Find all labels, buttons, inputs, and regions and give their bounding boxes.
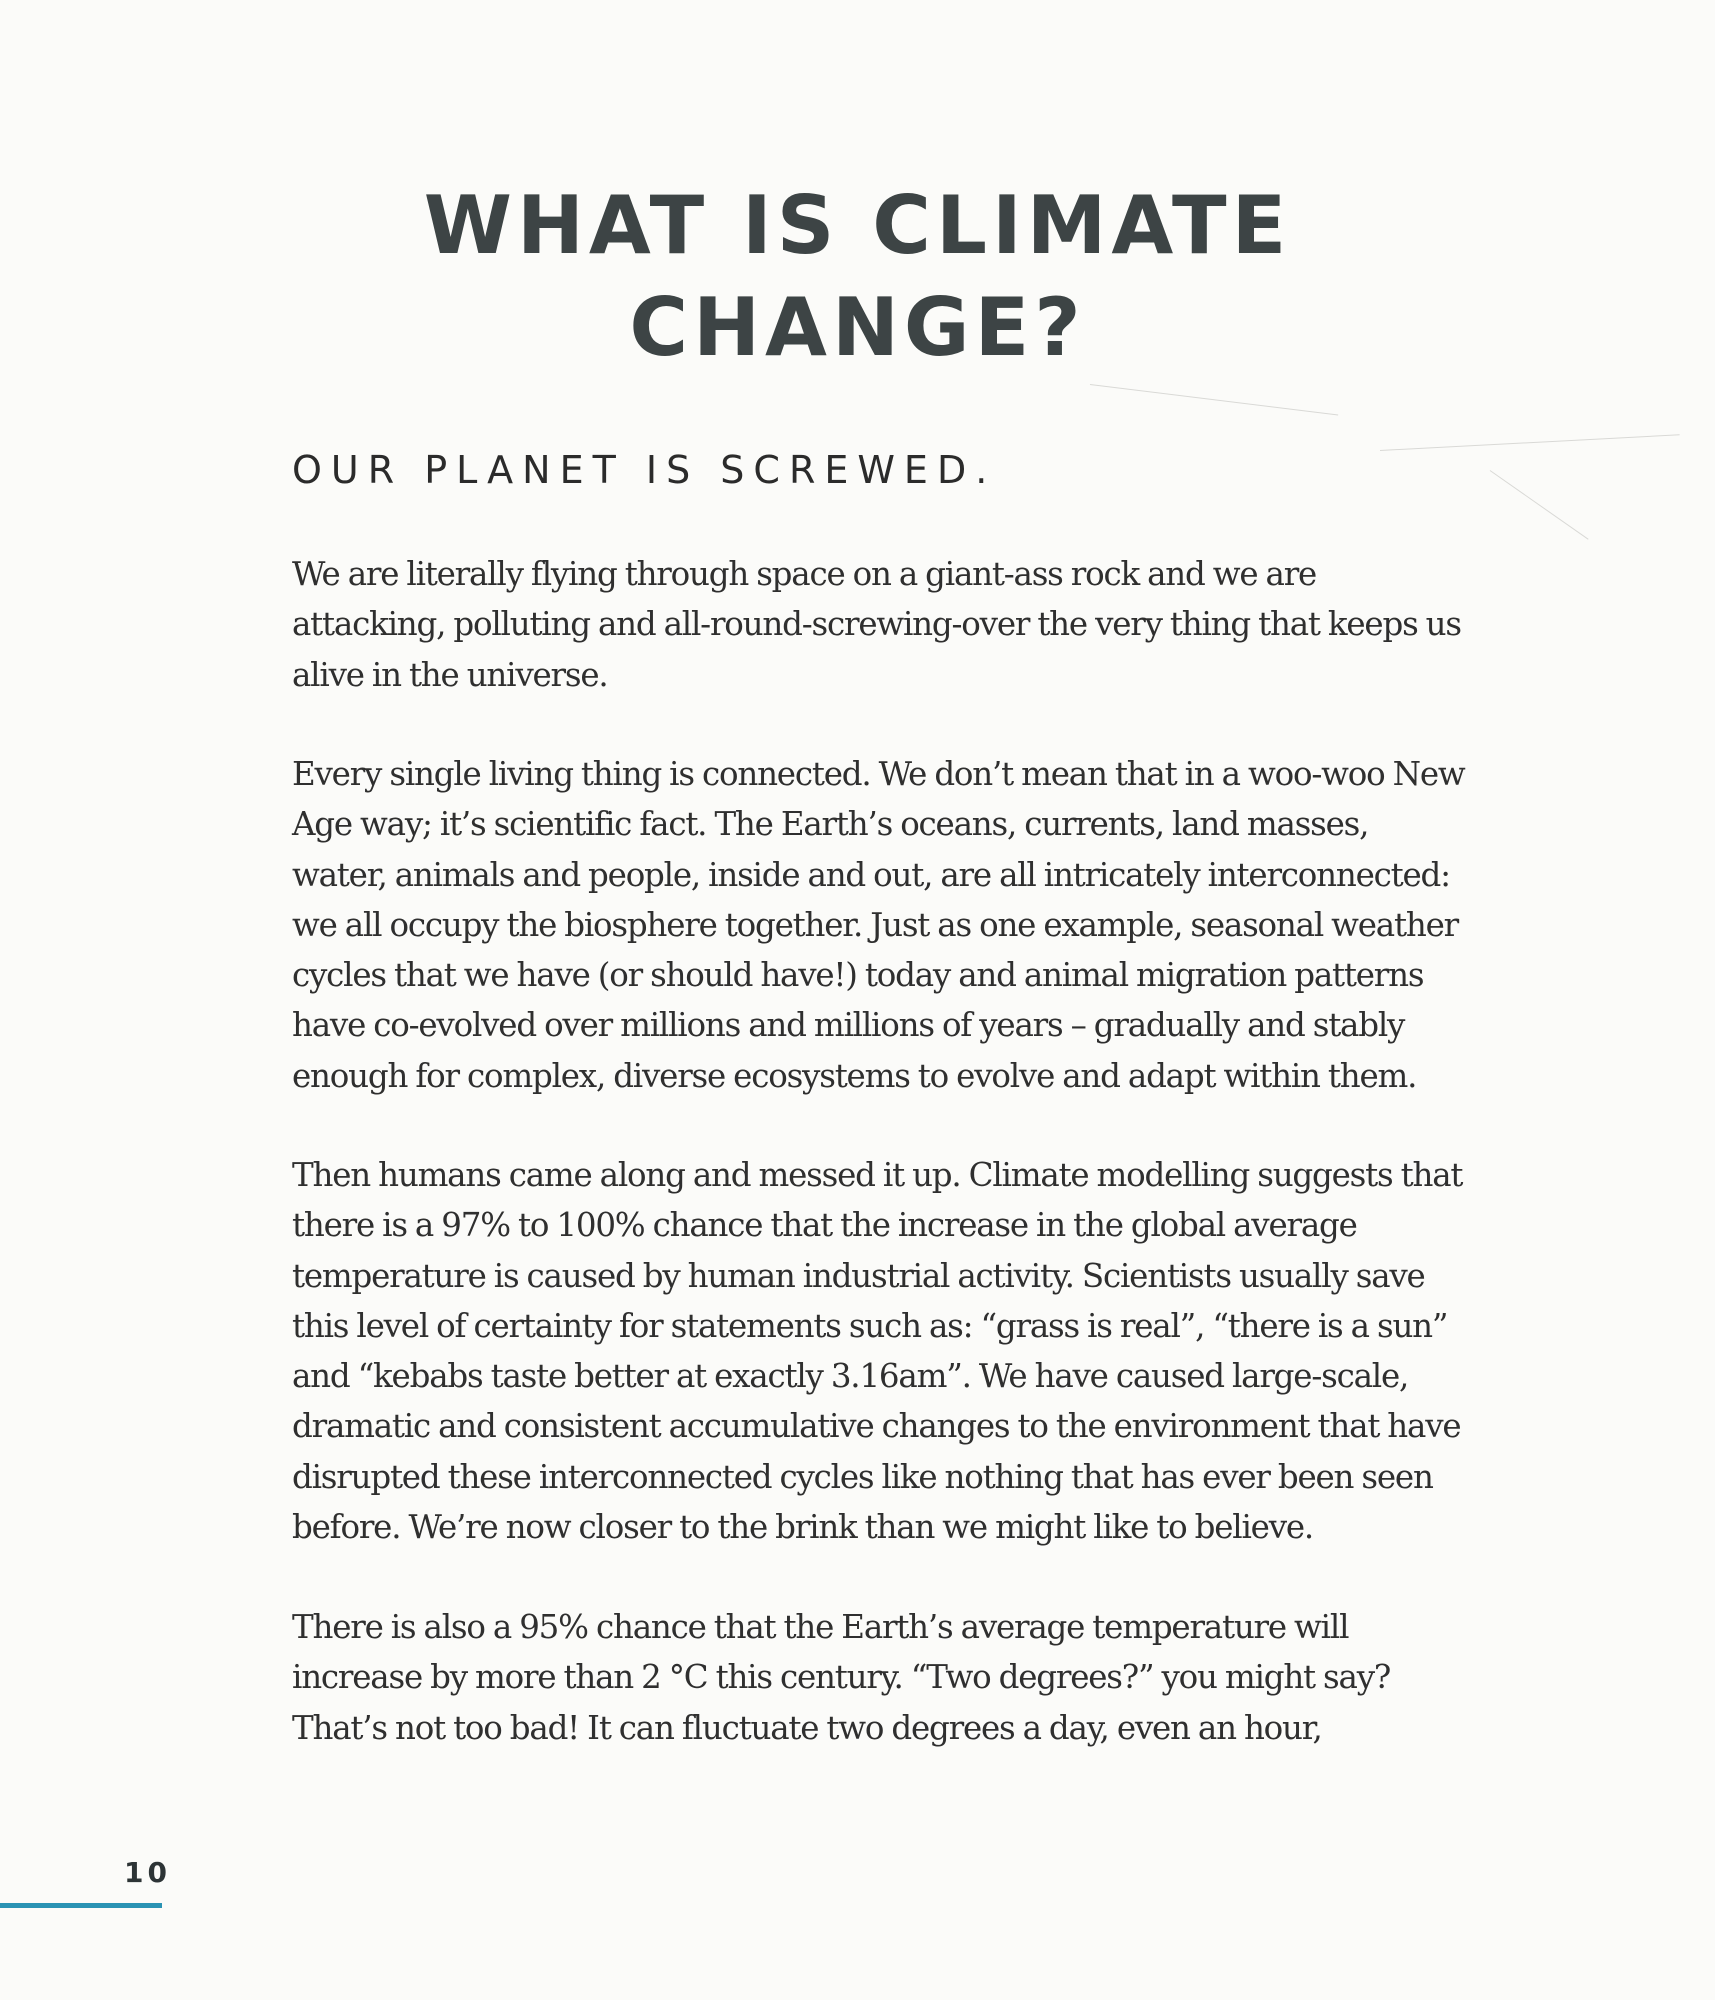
- body-paragraph: There is also a 95% chance that the Earth’s average temperature will increase by more than 2 °C this century. “Two degrees?” you might say? That’s not too bad! It can fluctuate two degrees a day, even an hour,: [292, 1608, 1391, 1747]
- scan-artifact: [1380, 434, 1680, 451]
- page-number: 10: [124, 1856, 171, 1889]
- scan-artifact: [1490, 470, 1589, 540]
- scan-artifact: [1090, 384, 1338, 415]
- body-paragraph: We are literally flying through space on a giant-ass rock and we are attacking, polluting and all-round-screwing-over the very thing that keeps us alive in the universe.: [292, 555, 1461, 694]
- body-paragraph: Then humans came along and messed it up. Climate modelling suggests that there is a 97% to 100% chance that the increase in the global average temperature is caused by human industrial activity. Scientists usually save this level of certainty for statements such as: “grass is real”, “there is a sun” and “kebabs taste better at exactly 3.16am”. We have caused large-scale, dramatic and consistent accumulative changes to the environment that have disrupted these interconnected cycles like nothing that has ever been seen before. We’re now closer to the brink than we might like to believe.: [292, 1156, 1463, 1547]
- page-title: [0, 175, 1715, 379]
- title-line-1: WHAT IS CLIMATE: [423, 179, 1292, 272]
- title-line-2: CHANGE?: [629, 281, 1086, 374]
- page-number-rule: [0, 1903, 162, 1908]
- body-paragraph: Every single living thing is connected. We don’t mean that in a woo-woo New Age way; it’s scientific fact. The Earth’s oceans, currents, land masses, water, animals and people, inside and out, are all intricately interconnected: we all occupy the biosphere together. Just as one example, seasonal weather cycles that we have (or should have!) today and animal migration patterns have co-evolved over millions and millions of years – gradually and stably enough for complex, diverse ecosystems to evolve and adapt within them.: [292, 755, 1465, 1095]
- section-subtitle: OUR PLANET IS SCREWED.: [292, 448, 997, 492]
